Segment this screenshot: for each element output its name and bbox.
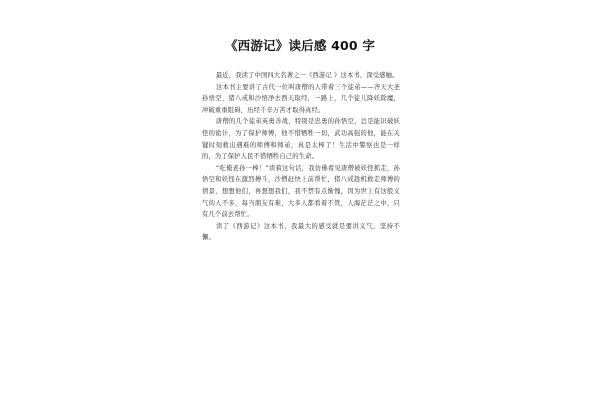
paragraph: 读了《西游记》这本书，我最大的感受就是要讲义气，坚持不懈。: [202, 222, 400, 242]
paragraph: 这本书主要讲了古代一位叫唐僧的人带着三个徒弟——齐天大圣孙悟空、猪八戒和沙悟净去西天取经，一路上，几个徒儿降妖除魔，冲破重重阻碍，历经千辛万苦才取得真经。: [202, 83, 400, 114]
paragraph: 最近，我读了中国四大名著之一《西游记 》这本书，深受感触。: [215, 72, 399, 79]
paragraph: 唐僧的几个徒弟英勇善战，特别是忠勇的孙悟空，总是能识破妖怪的诡计，为了保护师傅，他不惜牺牲一切，武功高强的他，能在关键时刻救出遇难的师傅和师弟，真是太棒了！生活中警察也是一样的，为了保护人民不惜牺牲自己的生命。: [202, 118, 400, 161]
document-title: 《西游记》读后感 400 字: [224, 38, 376, 53]
document-body: [202, 70, 400, 244]
paragraph: “吃俺老孙一棒！”读着这句话，我仿佛看见唐僧被妖怪抓走，孙悟空和妖怪在激烈搏斗，沙僧赶快上前帮忙，猪八戒趁机救走师傅的情景，想想他们，再想想我们，我不禁有点惭愧，因为世上有这般义气的人不多，每当朋友有难，大多人都看着不管，人海茫茫之中，只有几个前去帮忙。: [202, 164, 400, 219]
